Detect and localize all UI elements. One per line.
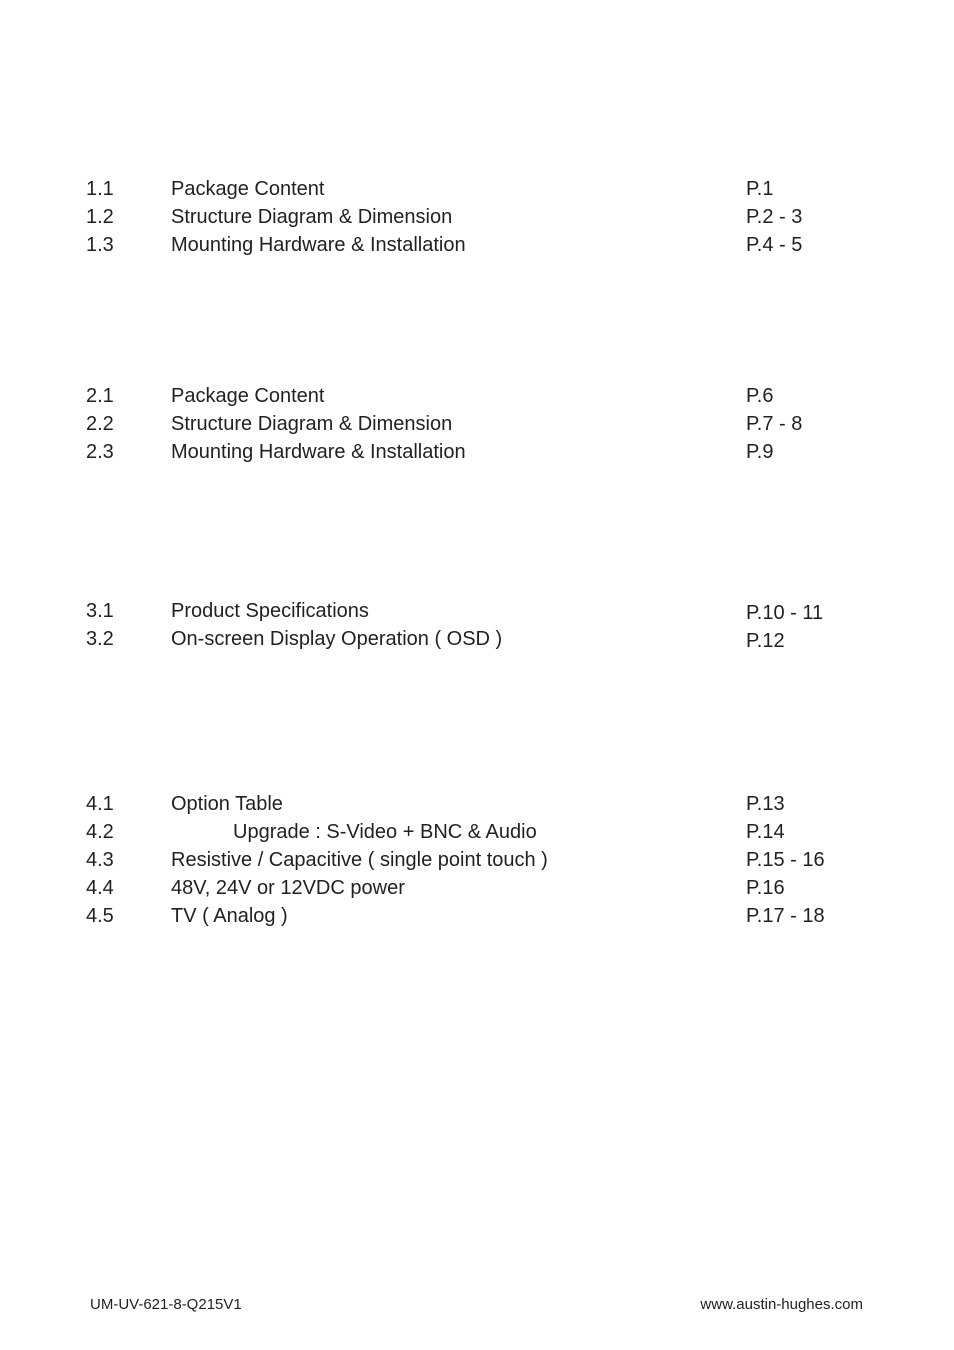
toc-entry-page: P.13 — [746, 793, 785, 815]
toc-entry-title: Upgrade : S-Video + BNC & Audio — [233, 821, 537, 843]
toc-entry-title: Structure Diagram & Dimension — [171, 413, 453, 435]
toc-row[interactable] — [0, 231, 954, 259]
toc-section-2 — [0, 382, 954, 466]
toc-row[interactable] — [0, 597, 954, 625]
toc-entry-title: Resistive / Capacitive ( single point touch ) — [171, 849, 548, 871]
toc-entry-title: Package Content — [171, 178, 325, 200]
toc-entry-title: 48V, 24V or 12VDC power — [171, 877, 405, 899]
toc-entry-page: P.4 - 5 — [746, 234, 803, 256]
toc-entry-page: P.2 - 3 — [746, 206, 803, 228]
toc-entry-page: P.9 — [746, 441, 774, 463]
toc-entry-number: 2.1 — [86, 385, 114, 407]
footer-document-code: UM-UV-621-8-Q215V1 — [90, 1296, 242, 1313]
toc-entry-page: P.14 — [746, 821, 785, 843]
toc-entry-page: P.12 — [746, 630, 785, 652]
toc-row[interactable] — [0, 382, 954, 410]
toc-entry-number: 4.2 — [86, 821, 114, 843]
toc-section-3 — [0, 597, 954, 653]
toc-entry-title: Mounting Hardware & Installation — [171, 234, 466, 256]
toc-row[interactable] — [0, 625, 954, 653]
toc-entry-title: Mounting Hardware & Installation — [171, 441, 466, 463]
toc-entry-page: P.10 - 11 — [746, 602, 824, 624]
toc-row[interactable] — [0, 846, 954, 874]
toc-entry-title: Option Table — [171, 793, 283, 815]
toc-entry-number: 3.2 — [86, 628, 114, 650]
toc-entry-title: Package Content — [171, 385, 325, 407]
toc-entry-title: TV ( Analog ) — [171, 905, 288, 927]
toc-row[interactable] — [0, 902, 954, 930]
toc-row[interactable] — [0, 818, 954, 846]
toc-entry-title: Structure Diagram & Dimension — [171, 206, 453, 228]
toc-entry-number: 4.3 — [86, 849, 114, 871]
toc-entry-number: 4.1 — [86, 793, 114, 815]
toc-row[interactable] — [0, 790, 954, 818]
toc-entry-number: 3.1 — [86, 600, 114, 622]
toc-entry-page: P.7 - 8 — [746, 413, 803, 435]
toc-entry-number: 2.2 — [86, 413, 114, 435]
toc-entry-page: P.1 — [746, 178, 774, 200]
toc-entry-number: 1.3 — [86, 234, 114, 256]
toc-entry-title: Product Specifications — [171, 600, 369, 622]
toc-entry-page: P.15 - 16 — [746, 849, 825, 871]
toc-row[interactable] — [0, 438, 954, 466]
toc-entry-title: On-screen Display Operation ( OSD ) — [171, 628, 503, 650]
toc-entry-number: 4.5 — [86, 905, 114, 927]
toc-entry-page: P.6 — [746, 385, 774, 407]
toc-entry-number: 1.1 — [86, 178, 114, 200]
toc-entry-page: P.16 — [746, 877, 785, 899]
toc-row[interactable] — [0, 203, 954, 231]
toc-section-4 — [0, 790, 954, 930]
footer-website-link[interactable]: www.austin-hughes.com — [700, 1296, 863, 1313]
toc-row[interactable] — [0, 410, 954, 438]
toc-section-1 — [0, 175, 954, 259]
toc-entry-number: 2.3 — [86, 441, 114, 463]
toc-entry-number: 1.2 — [86, 206, 114, 228]
toc-row[interactable] — [0, 874, 954, 902]
toc-entry-number: 4.4 — [86, 877, 114, 899]
toc-row[interactable] — [0, 175, 954, 203]
toc-entry-page: P.17 - 18 — [746, 905, 825, 927]
